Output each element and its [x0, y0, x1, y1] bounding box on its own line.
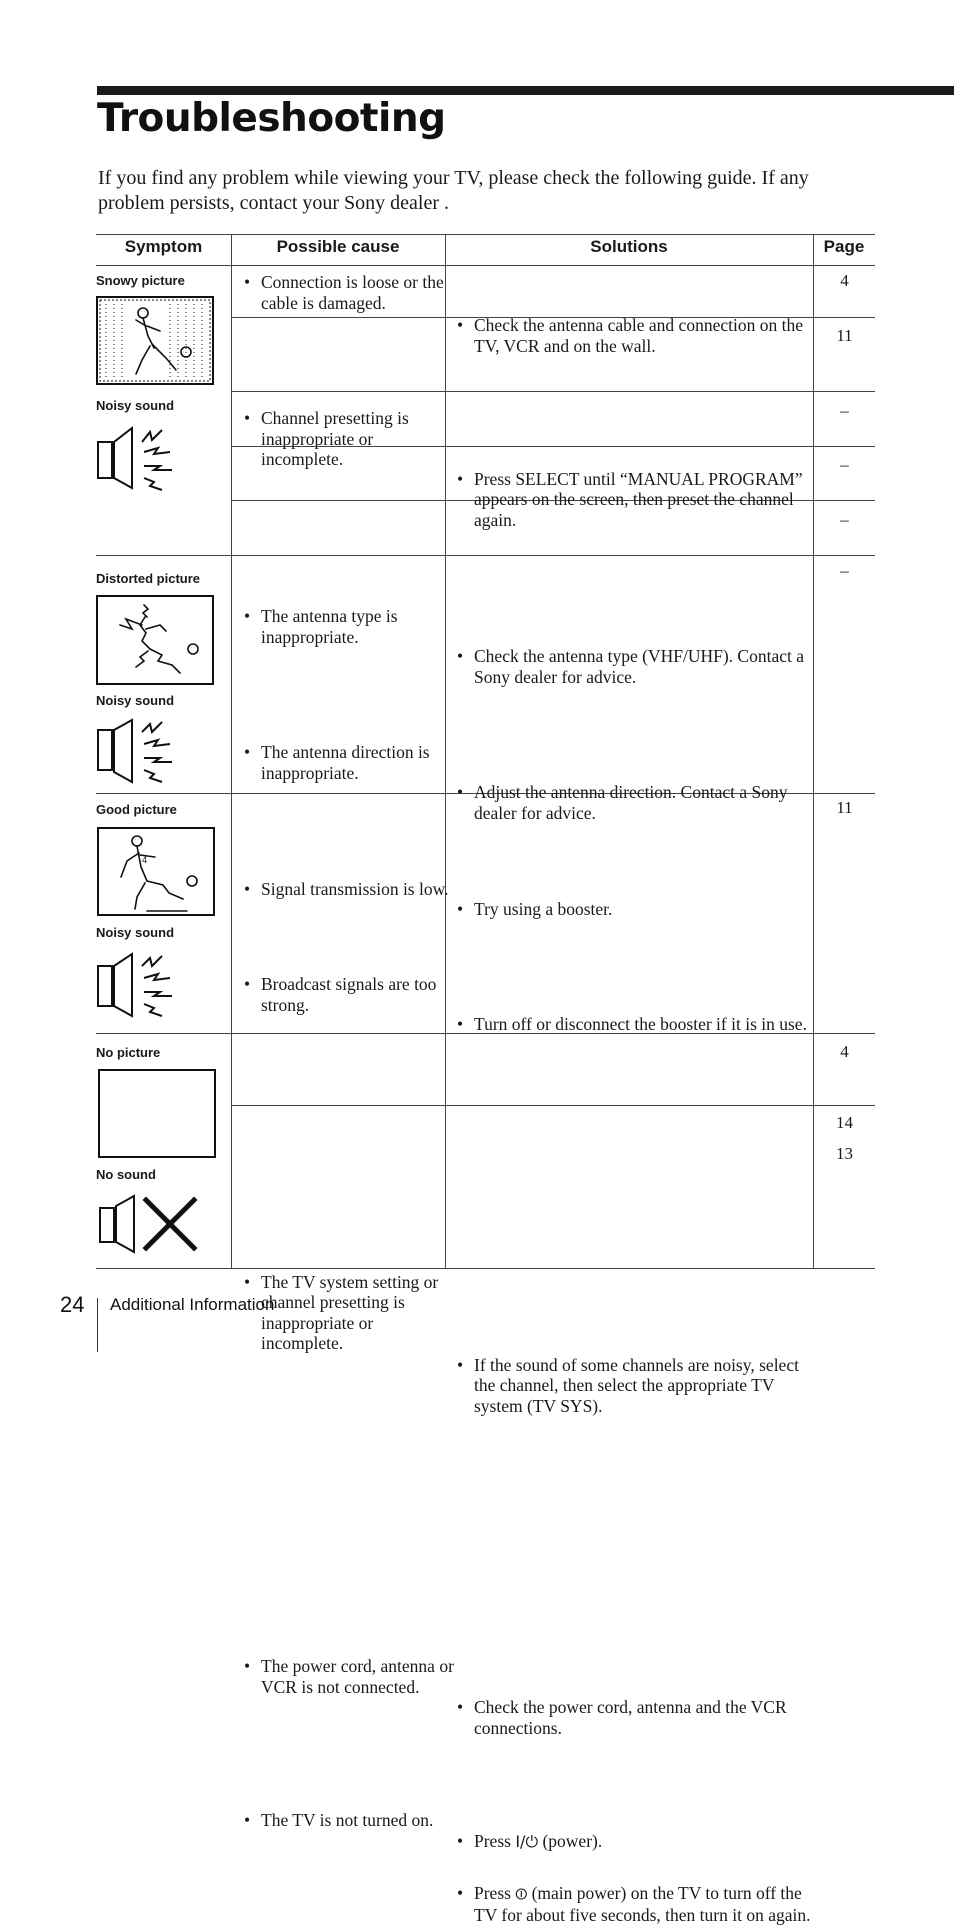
- symptom-sound-label: No sound: [96, 1167, 156, 1182]
- page-reference: 4: [840, 271, 849, 290]
- symptom-picture-label: Snowy picture: [96, 273, 185, 288]
- page-reference: 14: [836, 1113, 853, 1132]
- noisy-sound-icon: [96, 718, 176, 786]
- page-reference: –: [840, 455, 849, 474]
- solution-text: • Press SELECT until “MANUAL PROGRAM” appears on the screen, then preset the channel again.: [457, 469, 819, 531]
- solution-text: • Check the power cord, antenna and the VCR connections.: [457, 1697, 819, 1738]
- solution-prefix: Press: [474, 1883, 511, 1903]
- footer-section: Additional Information: [110, 1295, 275, 1314]
- intro-text: If you find any problem while viewing your TV, please check the following guide. If any problem persists, contact your Sony dealer .: [98, 167, 809, 214]
- page-reference: 4: [840, 1042, 849, 1061]
- snowy-picture-icon: [96, 296, 214, 385]
- good-picture-icon: [97, 827, 216, 917]
- page-number: 24: [60, 1292, 85, 1317]
- row-divider: [231, 391, 875, 392]
- table-bottom-border: [96, 1268, 875, 1269]
- symptom-sound-label: Noisy sound: [96, 693, 175, 708]
- page-reference: –: [840, 401, 849, 420]
- row-divider: [231, 1105, 875, 1106]
- solution-text: • Turn off or disconnect the booster if it is in use.: [457, 1014, 819, 1035]
- solution-suffix: (power).: [542, 1830, 603, 1851]
- header-page: Page: [823, 237, 865, 256]
- no-picture-icon: [98, 1069, 216, 1158]
- footer-divider: [97, 1298, 98, 1352]
- cause-text: • The power cord, antenna or VCR is not connected.: [244, 1656, 459, 1697]
- group-divider: [96, 555, 875, 556]
- cause-text: • Broadcast signals are too strong.: [244, 974, 459, 1015]
- solution-suffix: (main power) on the TV to turn off the TV for about five seconds, then turn it on again.: [474, 1883, 811, 1925]
- solution-text: • Check the antenna type (VHF/UHF). Contact a Sony dealer for advice.: [457, 646, 819, 687]
- svg-text:4: 4: [142, 855, 148, 865]
- symptom-picture-label: No picture: [96, 1045, 161, 1060]
- header-solutions: Solutions: [590, 237, 668, 256]
- page-reference: 11: [836, 798, 853, 817]
- noisy-sound-icon: [96, 424, 176, 492]
- solution-text: • If the sound of some channels are noisy, select the channel, then select the appropriate TV system (TV SYS).: [457, 1355, 819, 1417]
- solution-text: • Check the antenna cable and connection on the TV, VCR and on the wall.: [457, 315, 819, 356]
- header-possible-cause: Possible cause: [276, 237, 400, 256]
- no-sound-icon: [96, 1194, 200, 1254]
- solution-text: • Try using a booster.: [457, 899, 819, 920]
- noisy-sound-icon: [96, 952, 176, 1020]
- page-reference: –: [840, 510, 849, 529]
- symptom-sound-label: Noisy sound: [96, 398, 175, 413]
- solution-power-button: [457, 1831, 819, 1853]
- column-divider: [231, 234, 232, 1269]
- table-top-border: [96, 234, 875, 235]
- distorted-picture-icon: [96, 595, 216, 686]
- power-button-symbol: I/⏻: [515, 1831, 539, 1851]
- page-reference: 11: [836, 326, 853, 345]
- page-reference: –: [840, 561, 849, 580]
- cause-text: • The TV system setting or channel presetting is inappropriate or incomplete.: [244, 1272, 459, 1354]
- solution-prefix: Press: [474, 1830, 511, 1851]
- header-border: [96, 265, 875, 266]
- solution-text: • Adjust the antenna direction. Contact a Sony dealer for advice.: [457, 782, 819, 823]
- cause-text: • Channel presetting is inappropriate or incomplete.: [244, 408, 459, 470]
- cause-text: • The TV is not turned on.: [244, 1810, 459, 1831]
- solution-main-power: [457, 1883, 819, 1925]
- page-reference: 13: [836, 1144, 853, 1163]
- cause-text: • Connection is loose or the cable is damaged.: [244, 272, 459, 313]
- page-title: Troubleshooting: [97, 96, 446, 141]
- cause-text: • The antenna direction is inappropriate.: [244, 742, 459, 783]
- header-symptom: Symptom: [124, 237, 203, 256]
- cause-text: • Signal transmission is low.: [244, 879, 459, 900]
- symptom-sound-label: Noisy sound: [96, 925, 175, 940]
- cause-text: • The antenna type is inappropriate.: [244, 606, 459, 647]
- main-power-symbol: ⏼: [515, 1885, 528, 1903]
- symptom-picture-label: Distorted picture: [96, 571, 201, 586]
- symptom-picture-label: Good picture: [96, 802, 177, 817]
